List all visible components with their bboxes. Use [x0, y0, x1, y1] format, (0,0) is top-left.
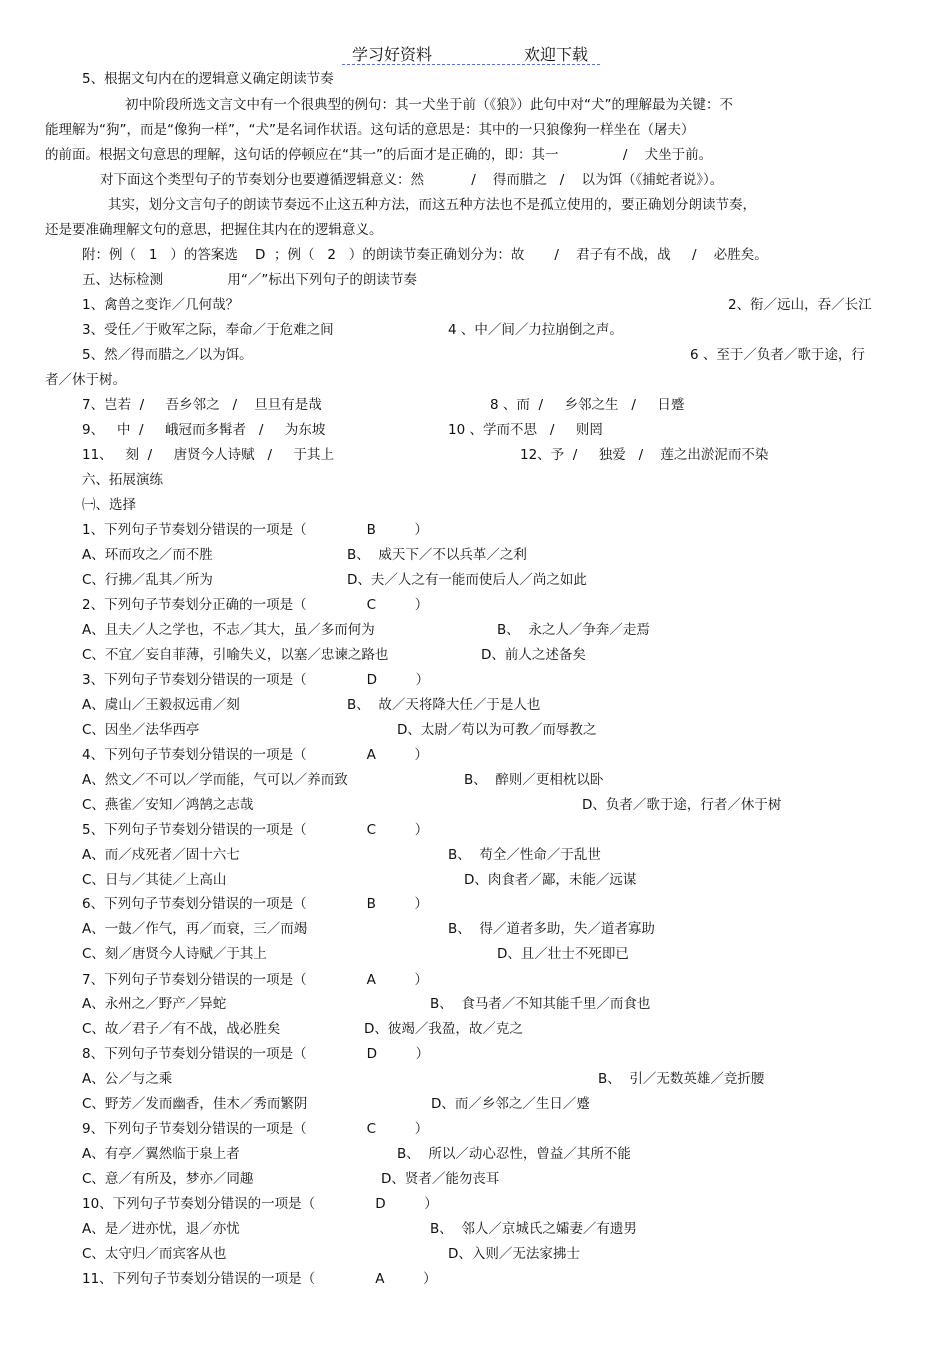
document-line: A、有亭／翼然临于泉上者 [82, 1146, 240, 1162]
document-line: 4 、中／间／力拉崩倒之声。 [448, 322, 623, 338]
document-line: B、 威天下／不以兵革／之利 [347, 547, 527, 563]
document-line: 5、根据文句内在的逻辑意义确定朗读节奏 [82, 71, 334, 87]
document-line: D、彼竭／我盈，故／克之 [364, 1021, 523, 1037]
document-line: 10 、学而不思 / 则罔 [448, 422, 603, 438]
document-line: C、野芳／发而幽香，佳木／秀而繁阴 [82, 1096, 308, 1112]
document-line: B、 苟全／性命／于乱世 [448, 847, 601, 863]
document-line: 初中阶段所选文言文中有一个很典型的例句：其一犬坐于前（《狼》）此句中对“犬”的理解最为关键：不 [125, 97, 733, 113]
document-line: D、夫／人之有一能而使后人／尚之如此 [347, 572, 587, 588]
document-line: C、燕雀／安知／鸿鹄之志哉 [82, 797, 254, 813]
header-left-text: 学习好资料 [352, 45, 433, 64]
document-line: B、 得／道者多助，失／道者寡助 [448, 921, 655, 937]
document-line: 7、下列句子节奏划分错误的一项是（ A ） [82, 972, 429, 988]
document-line: 12、予 / 独爱 / 莲之出淤泥而不染 [520, 447, 769, 463]
document-line: 1、禽兽之变诈／几何哉？ [82, 297, 240, 313]
document-line: D、前人之述备矣 [481, 647, 586, 663]
document-line: A、永州之／野产／异蛇 [82, 996, 227, 1012]
document-line: C、行拂／乱其／所为 [82, 572, 213, 588]
document-line: 11、 刻 / 唐贤今人诗赋 / 于其上 [82, 447, 335, 463]
document-line: 3、受任／于败军之际，奉命／于危难之间 [82, 322, 334, 338]
document-line: 9、 中 / 峨冠而多髯者 / 为东坡 [82, 422, 326, 438]
document-line: B、 引／无数英雄／竞折腰 [598, 1071, 765, 1087]
document-line: ㈠、选择 [82, 497, 136, 513]
document-line: A、然文／不可以／学而能，气可以／养而致 [82, 772, 348, 788]
document-line: D、太尉／苟以为可教／而辱教之 [397, 722, 597, 738]
document-line: 2、衔／远山，吞／长江 [728, 297, 872, 313]
document-line: C、刻／唐贤今人诗赋／于其上 [82, 946, 267, 962]
document-line: D、入则／无法家拂士 [448, 1246, 580, 1262]
document-line: C、因坐／法华西亭 [82, 722, 200, 738]
document-line: A、虞山／王毅叔远甫／刻 [82, 697, 240, 713]
document-line: 五、达标检测 用“／”标出下列句子的朗读节奏 [82, 272, 417, 288]
document-line: 能理解为“狗”，而是“像狗一样”，“犬”是名词作状语。这句话的意思是：其中的一只狼像狗一样坐在（屠夫） [45, 122, 695, 138]
document-line: A、而／戍死者／固十六七 [82, 847, 240, 863]
document-line: B、 邻人／京城氏之孀妻／有遗男 [430, 1221, 637, 1237]
document-line: A、一鼓／作气，再／而衰，三／而竭 [82, 921, 308, 937]
document-line: B、 食马者／不知其能千里／而食也 [430, 996, 651, 1012]
document-line: C、不宜／妄自菲薄，引喻失义，以塞／忠谏之路也 [82, 647, 389, 663]
document-line: A、公／与之乘 [82, 1071, 173, 1087]
document-line: 5、然／得而腊之／以为饵。 [82, 347, 253, 363]
page-header [342, 40, 600, 65]
document-line: 2、下列句子节奏划分正确的一项是（ C ） [82, 597, 429, 613]
document-line: B、 所以／动心忍性，曾益／其所不能 [397, 1146, 631, 1162]
document-line: 六、拓展演练 [82, 472, 163, 488]
document-line: D、且／壮士不死即已 [497, 946, 629, 962]
document-line: A、且夫／人之学也，不志／其大，虽／多而何为 [82, 622, 375, 638]
document-line: C、日与／其徒／上高山 [82, 872, 227, 888]
document-line: 11、下列句子节奏划分错误的一项是（ A ） [82, 1271, 437, 1287]
document-line: C、故／君子／有不战，战必胜矣 [82, 1021, 281, 1037]
document-line: D、肉食者／鄙，未能／远谋 [464, 872, 637, 888]
document-line: 4、下列句子节奏划分错误的一项是（ A ） [82, 747, 429, 763]
document-line: 附：例（ 1 ）的答案选 D ；例（ 2 ）的朗读节奏正确划分为：故 / 君子有不战，战 / 必胜矣。 [82, 247, 768, 263]
document-line: D、负者／歌于途，行者／休于树 [582, 797, 782, 813]
document-line: 7、岂若 / 吾乡邻之 / 旦旦有是哉 [82, 397, 322, 413]
document-line: 对下面这个类型句子的节奏划分也要遵循逻辑意义：然 / 得而腊之 / 以为饵（《捕蛇者说》）。 [100, 172, 724, 188]
document-line: 的前面。根据文句意思的理解，这句话的停顿应在“其一”的后面才是正确的，即：其一 / 犬坐于前。 [45, 147, 713, 163]
document-line: 者／休于树。 [45, 372, 126, 388]
document-line: B、 故／天将降大任／于是人也 [347, 697, 541, 713]
document-line: 3、下列句子节奏划分错误的一项是（ D ） [82, 672, 430, 688]
header-right-text: 欢迎下载 [524, 45, 589, 64]
document-line: 1、下列句子节奏划分错误的一项是（ B ） [82, 522, 429, 538]
document-line: 6、下列句子节奏划分错误的一项是（ B ） [82, 896, 429, 912]
document-line: D、而／乡邻之／生日／蹙 [431, 1096, 590, 1112]
document-line: 9、下列句子节奏划分错误的一项是（ C ） [82, 1121, 429, 1137]
document-line: C、太守归／而宾客从也 [82, 1246, 227, 1262]
document-line: A、环而攻之／而不胜 [82, 547, 213, 563]
document-line: 其实，划分文言句子的朗读节奏远不止这五种方法，而这五种方法也不是孤立使用的，要正确划分朗读节奏， [108, 197, 756, 213]
document-line: B、 永之人／争奔／走焉 [497, 622, 650, 638]
document-line: 还是要准确理解文句的意思，把握住其内在的逻辑意义。 [45, 222, 383, 238]
document-line: 8、下列句子节奏划分错误的一项是（ D ） [82, 1046, 430, 1062]
document-line: D、贤者／能勿丧耳 [381, 1171, 500, 1187]
document-line: 8 、而 / 乡邻之生 / 日蹙 [490, 397, 685, 413]
document-line: C、意／有所及，梦亦／同趣 [82, 1171, 254, 1187]
document-line: A、是／进亦忧，退／亦忧 [82, 1221, 240, 1237]
document-line: 5、下列句子节奏划分错误的一项是（ C ） [82, 822, 429, 838]
document-line: 10、下列句子节奏划分错误的一项是（ D ） [82, 1196, 438, 1212]
document-line: 6 、至于／负者／歌于途，行 [690, 347, 865, 363]
document-line: B、 醉则／更相枕以卧 [464, 772, 604, 788]
